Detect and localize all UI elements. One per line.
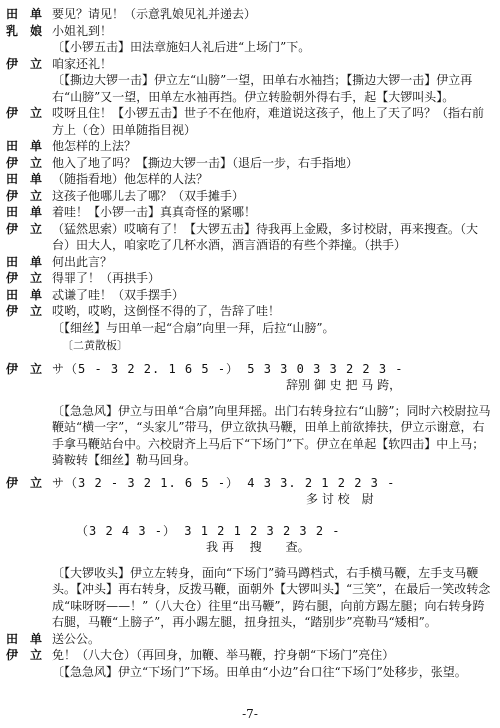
speech-text: 哎呀且住！【小锣五击】世子不在他府，难道说这孩子，他上了天了吗？（指右前方上（仓）田单随指目视） (52, 106, 485, 137)
dialogue-line (6, 631, 494, 648)
dialogue-line (6, 270, 494, 287)
script-page (6, 6, 494, 680)
speaker: 田 单 (6, 631, 43, 646)
dialogue-line (6, 155, 494, 172)
speech-text: 何出此言？ (52, 254, 113, 269)
lyrics: 辞别 御 史 把 马 跨， (286, 377, 402, 392)
speech-text: 哎哟，哎哟，这倒怪不得的了，告辞了哇！ (52, 304, 281, 318)
speech-text: 着哇！【小锣一击】真真奇怪的紧哪！ (52, 205, 257, 219)
speaker: 伊 立 (6, 188, 43, 203)
dialogue-line (6, 56, 494, 73)
dialogue-line (6, 287, 494, 304)
speech-text: 忒谦了哇！（双手摆手） (52, 287, 185, 302)
speech-text: 免！（八大仓）（再回身，加鞭、举马鞭，拧身朝“下场门”亮住） (52, 648, 395, 662)
speaker: 伊 立 (6, 648, 43, 662)
speech-text: 送公公。 (52, 631, 101, 646)
stage-direction: 〔【大锣收头】伊立左转身，面向“下场门”骑马蹲档式，右手横马鞭，左手支马鞭头。【冲头】再右转身，反拨马鞭，面朝外【大锣叫头】“三笑”，在最后一笑改转念成“味呀呀——！”（八大仓）往里“出马鞭”，跨右腿，向前方踢左腿；向右转身跨右腿，马鞭“上膀子”，再小踢左腿，扭身扭头，“踏别步”亮勒马“矮相”。 (52, 565, 491, 629)
page-number: -7- (242, 706, 258, 721)
dialogue-line (6, 254, 494, 271)
dialogue-line (6, 647, 494, 664)
dialogue-line (6, 221, 494, 254)
speech-text: （随指看地）他怎样的人法？ (52, 172, 209, 186)
speaker: 伊 立 (6, 56, 43, 71)
stage-direction: 〔【急急风】伊立与田单“合扇”向里拜摇。出门右转身拉右“山膀”；同时六校尉拉马鞭站“横一字”，“头家儿”带马，伊立欲执马鞭，田单上前欲捧扶，伊立示谢意，右手拿马鞭站台中。六校尉齐上马后下“下场门”下。伊立在单起【软四击】中上马；骑鞍转【细丝】勒马回身。 (52, 403, 491, 467)
stage-direction: 〔【急急风】伊立“下场门”下场。田单由“小边”台口往“下场门”处移步，张望。 (52, 664, 467, 679)
speech-text: （猛然思索）哎嘀有了！【大锣五击】待我再上金殿，多讨校尉，再来搜查。（大台）田大人，咱家吃了几杯水酒，酒言酒语的有些个莽撞。（拱手） (52, 221, 479, 252)
speaker: 伊 立 (6, 361, 43, 376)
speaker: 伊 立 (6, 106, 43, 120)
speech-text: 要见？请见！（示意乳娘见礼并递去） (52, 7, 257, 21)
dialogue-line (6, 188, 494, 205)
speaker: 乳 娘 (6, 23, 43, 38)
dialogue-line (6, 171, 494, 188)
speaker: 伊 立 (6, 155, 43, 170)
dialogue-line (6, 138, 494, 155)
score-line-3 (6, 517, 494, 565)
score-line-2 (6, 469, 494, 517)
speech-text: 得罪了！（再拱手） (52, 271, 161, 285)
score-line-1 (6, 355, 494, 403)
speech-text: 他入了地了吗？【撕边大锣一击】（退后一步，右手指地） (52, 155, 359, 170)
speaker: 田 单 (6, 254, 43, 269)
speech-text: 这孩子他哪儿去了哪？（双手摊手） (52, 188, 245, 203)
speaker: 田 单 (6, 172, 43, 186)
speech-text: 咱家还礼！ (52, 56, 113, 71)
dialogue-line (6, 204, 494, 221)
lyrics: 我 再 搜 查。 (206, 539, 310, 554)
speaker: 伊 立 (6, 304, 43, 318)
dialogue-block (6, 6, 494, 336)
stage-direction: 〔【小锣五击】田法章施妇人礼后进“上场门”下。 (52, 40, 311, 54)
stage-direction: 〔【撕边大锣一击】伊立左“山膀”一望，田单右水袖挡；【撕边大锣一击】伊立再右“山膀”又一望，田单左水袖再挡。伊立转脸朝外得右手，起【大锣叫头】。 (52, 73, 473, 104)
jianpu-notes: サ（3 2 - 3 2 1. 6 5 -） 4 3 3. 2 1 2 2 3 - (52, 475, 396, 490)
speaker: 伊 立 (6, 475, 43, 490)
speaker: 田 单 (6, 205, 43, 219)
dialogue-line (6, 6, 494, 23)
dialogue-line (6, 105, 494, 138)
speaker: 伊 立 (6, 221, 43, 236)
speaker: 伊 立 (6, 271, 43, 285)
jianpu-notes: サ（5 - 3 2 2. 1 6 5 -） 5 3 3 0 3 3 2 2 3 - (52, 361, 404, 376)
lyrics: 多 讨 校 尉 (306, 491, 374, 506)
dialogue-line (6, 23, 494, 40)
banqiang-label: 〔二黄散板〕 (62, 339, 128, 352)
dialogue-block (6, 631, 494, 664)
speech-text: 他怎样的上法？ (52, 139, 137, 153)
speech-text: 小姐礼到！ (52, 23, 113, 38)
dialogue-line (6, 303, 494, 320)
stage-direction: 〔【细丝】与田单一起“合扇”向里一拜，后拉“山膀”。 (52, 320, 335, 335)
jianpu-notes: （3 2 4 3 -） 3 1 2 1 2 3 2 3 2 - (76, 523, 341, 538)
speaker: 田 单 (6, 139, 43, 153)
speaker: 田 单 (6, 7, 43, 21)
speaker: 田 单 (6, 287, 43, 302)
